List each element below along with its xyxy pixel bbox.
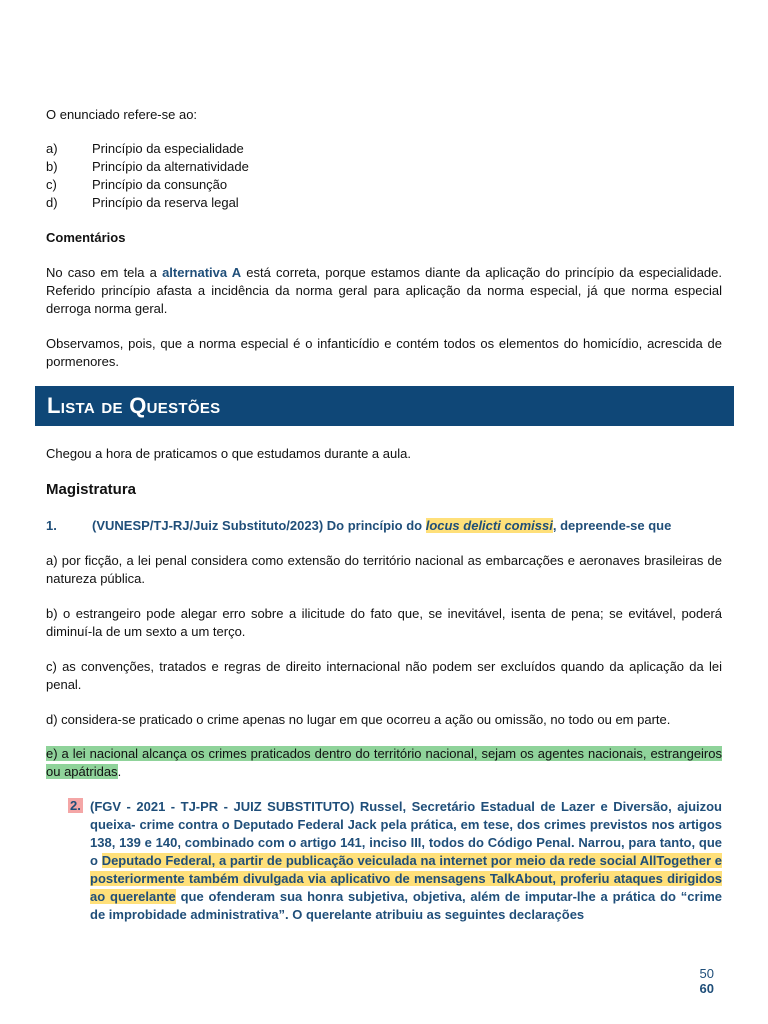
options-list [46, 140, 722, 212]
latin-term: locus delicti comissi [425, 518, 553, 533]
question-1-option-b: b) o estrangeiro pode alegar erro sobre a ilicitude do fato que, se inevitável, isenta de pena; se evitável, poderá diminuí-la de um sexto a um terço. [46, 606, 722, 639]
option-d: d) Princípio da reserva legal [46, 195, 239, 210]
question-2-number: 2. [70, 798, 81, 813]
page-total: 60 [699, 981, 714, 996]
question-1-option-e-correct: e) a lei nacional alcança os crimes praticados dentro do território nacional, sejam os agentes nacionais, estrangeiros ou apátridas. [46, 746, 722, 779]
answer-highlight: alternativa A [162, 265, 242, 280]
question-1-option-a: a) por ficção, a lei penal considera como extensão do território nacional as embarcações e aeronaves brasileiras de natureza pública. [46, 553, 722, 586]
question-1-option-c: c) as convenções, tratados e regras de direito internacional não podem ser excluídos quando da aplicação da lei penal. [46, 659, 722, 692]
section-intro: Chegou a hora de praticamos o que estudamos durante a aula. [46, 446, 411, 461]
question-2 [46, 798, 722, 924]
question-2-text: (FGV - 2021 - TJ-PR - JUIZ SUBSTITUTO) Russel, Secretário Estadual de Lazer e Diversão, ajuizou queixa- crime contra o Deputado Federal Jack pela prática, em tese, dos crimes previstos nos artigos 138, 139 e 140, combinado com o artigo 141, inciso III, todos do Código Penal. Narrou, para tanto, que o Deputado Federal, a partir de publicação veiculada na internet por meio da rede social AllTogether e posteriormente também divulgada via aplicativo de mensagens TalkAbout, proferiu ataques dirigidos ao querelante que ofenderam sua honra subjetiva, objetiva, além de imputar-lhe a prática do “crime de improbidade administrativa”. O querelante atribuiu as seguintes declarações [90, 799, 722, 922]
option-b: b) Princípio da alternatividade [46, 159, 249, 174]
question-1-option-d: d) considera-se praticado o crime apenas no lugar em que ocorreu a ação ou omissão, no todo ou em parte. [46, 712, 671, 727]
question-statement: O enunciado refere-se ao: [46, 107, 198, 122]
option-a: a) Princípio da especialidade [46, 141, 244, 156]
section-banner [35, 386, 734, 426]
question-2-highlight: Deputado Federal, a partir de publicação veiculada na internet por meio da rede social AllTogether e posteriormente também divulgada via aplicativo de mensagens TalkAbout, proferiu ataques dirigidos ao querelante [90, 853, 722, 904]
subheading-magistratura: Magistratura [46, 481, 137, 498]
page-number: 50 [699, 966, 714, 981]
comments-heading: Comentários [46, 230, 126, 245]
question-1-stem: 1. (VUNESP/TJ-RJ/Juiz Substituto/2023) Do princípio do locus delicti comissi, depreende-se que [46, 518, 672, 533]
option-c: c) Princípio da consunção [46, 177, 228, 192]
comments-paragraph-2: Observamos, pois, que a norma especial é o infanticídio e contém todos os elementos do homicídio, acrescida de pormenores. [46, 336, 722, 369]
section-title: Lista de Questões [47, 393, 221, 418]
comments-paragraph-1: No caso em tela a alternativa A está correta, porque estamos diante da aplicação do princípio da especialidade. Referido princípio afasta a incidência da norma geral para aplicação da norma especial, já que norma especial derroga norma geral. [46, 265, 722, 316]
